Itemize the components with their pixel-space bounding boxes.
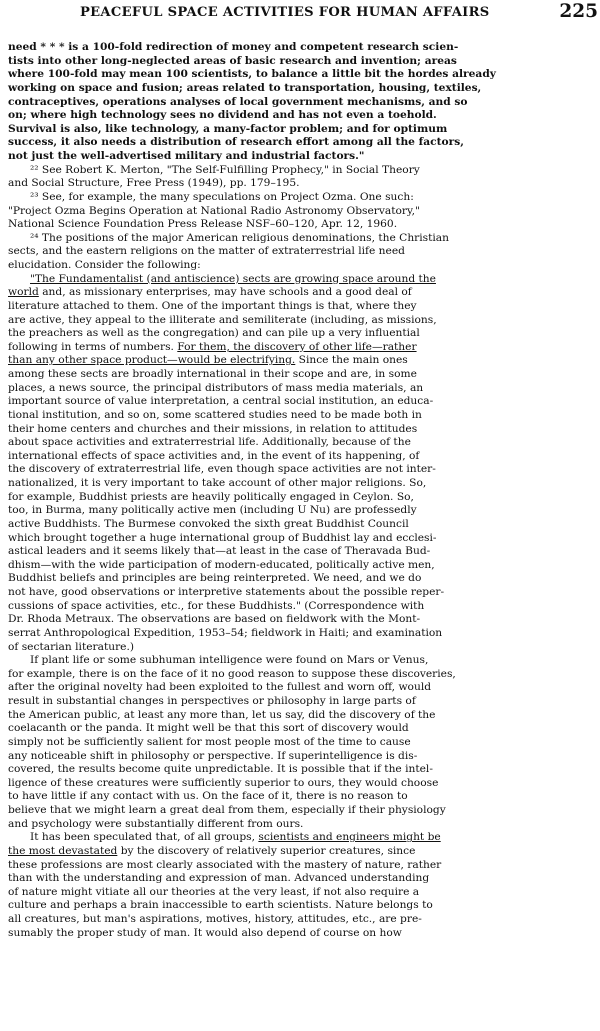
underlined-phrase: scientists and engineers might be bbox=[258, 830, 441, 844]
text-line: astical leaders and it seems likely that—at least in the case of Theravada Bud- bbox=[8, 544, 431, 558]
text-line: than any other space product—would be electrifying. Since the main ones bbox=[8, 353, 408, 367]
text-line: where 100-fold may mean 100 scientists, to balance a little bit the hordes already bbox=[8, 67, 496, 81]
text-line: result in substantial changes in perspectives or philosophy in large parts of bbox=[8, 694, 416, 707]
text-line: the preachers as well as the congregation) and can pile up a very influential bbox=[8, 326, 420, 340]
text-line: "The Fundamentalist (and antiscience) sects are growing space around the bbox=[30, 271, 436, 285]
text-line: important source of value interpretation, a central social institution, an educa- bbox=[8, 394, 434, 408]
text-line: If plant life or some subhuman intelligence were found on Mars or Venus, bbox=[30, 653, 429, 667]
text-line: for example, Buddhist priests are heavily politically engaged in Ceylon. So, bbox=[8, 489, 414, 503]
text-line: not just the well-advertised military and industrial factors." bbox=[8, 149, 365, 162]
text-line: too, in Burma, many politically active men (including U Nu) are professedly bbox=[8, 503, 417, 517]
text-line: contraceptives, operations analyses of local government mechanisms, and so bbox=[8, 94, 468, 108]
underlined-phrase: world bbox=[8, 285, 39, 299]
text-line: success, it also needs a distribution of research effort among all the factors, bbox=[8, 135, 464, 149]
text-line: the discovery of extraterrestrial life, even though space activities are not inter- bbox=[8, 462, 436, 476]
text-line: serrat Anthropological Expedition, 1953–54; fieldwork in Haiti; and examination bbox=[8, 625, 443, 639]
text-line: Dr. Rhoda Metraux. The observations are based on fieldwork with the Mont- bbox=[8, 612, 421, 626]
text-line: about space activities and extraterrestrial life. Additionally, because of the bbox=[8, 435, 411, 449]
page-header bbox=[0, 1, 600, 25]
underlined-phrase: For them, the discovery of other life—rather bbox=[177, 339, 417, 353]
text-line: their home centers and churches and their missions, in relation to attitudes bbox=[8, 421, 418, 435]
text-line: than with the understanding and expression of man. Advanced understanding bbox=[8, 871, 430, 885]
text-line: tists into other long-neglected areas of basic research and invention; areas bbox=[8, 53, 457, 67]
text-line: of sectarian literature.) bbox=[8, 639, 134, 653]
text-line: National Science Foundation Press Release NSF–60–120, Apr. 12, 1960. bbox=[8, 217, 398, 231]
text-line: to have little if any contact with us. On the face of it, there is no reason to bbox=[8, 789, 408, 803]
text-line: working on space and fusion; areas related to transportation, housing, textiles, bbox=[8, 80, 482, 94]
running-title: PEACEFUL SPACE ACTIVITIES FOR HUMAN AFFAIRS bbox=[80, 5, 490, 20]
body-text bbox=[8, 40, 591, 939]
text-line: and Social Structure, Free Press (1949), pp. 179–195. bbox=[8, 176, 300, 190]
text-line: sects, and the eastern religions on the matter of extraterrestrial life need bbox=[8, 244, 405, 258]
text-line: on; where high technology sees no dividend and has not even a toehold. bbox=[8, 108, 437, 122]
text-line: coelacanth or the panda. It might well be that this sort of discovery would bbox=[8, 721, 409, 735]
text-line: of nature might vitiate all our theories at the very least, if not also require a bbox=[8, 884, 420, 898]
text-line: Survival is also, like technology, a many-factor problem; and for optimum bbox=[8, 121, 448, 135]
text-line: for example, there is on the face of it no good reason to suppose these discoveries, bbox=[8, 666, 456, 680]
text-line: elucidation. Consider the following: bbox=[8, 258, 201, 271]
text-line: ²² See Robert K. Merton, "The Self-Fulfilling Prophecy," in Social Theory bbox=[30, 162, 420, 176]
text-line: these professions are most clearly associated with the mastery of nature, rather bbox=[8, 857, 442, 871]
text-line: among these sects are broadly international in their scope and are, in some bbox=[8, 367, 417, 380]
page-number: 225 bbox=[559, 1, 598, 22]
text-line: the most devastated by the discovery of relatively superior creatures, since bbox=[8, 843, 416, 857]
text-line: need * * * is a 100-fold redirection of money and competent research scien- bbox=[8, 40, 459, 53]
text-line: believe that we might learn a great deal from them, especially if their physiology bbox=[8, 803, 446, 816]
text-line: ²⁴ The positions of the major American religious denominations, the Christian bbox=[30, 230, 450, 244]
text-line: culture and perhaps a brain inaccessible to earth scientists. Nature belongs to bbox=[8, 898, 433, 912]
text-line: covered, the results become quite unpredictable. It is possible that if the intel- bbox=[8, 762, 433, 776]
text-line: simply not be sufficiently salient for most people most of the time to cause bbox=[8, 734, 411, 748]
text-line: "Project Ozma Begins Operation at National Radio Astronomy Observatory," bbox=[8, 203, 420, 217]
text-line: nationalized, it is very important to take account of other major religions. So, bbox=[8, 476, 427, 489]
text-line: ligence of these creatures were sufficiently superior to ours, they would choose bbox=[8, 775, 439, 789]
underlined-phrase: the most devastated bbox=[8, 843, 118, 857]
text-line: dhism—with the wide participation of modern-educated, politically active men, bbox=[8, 557, 435, 571]
text-line: which brought together a huge international group of Buddhist lay and ecclesi- bbox=[8, 530, 437, 544]
text-line: and psychology were substantially different from ours. bbox=[8, 816, 304, 830]
text-line: following in terms of numbers. For them, the discovery of other life—rather bbox=[8, 339, 417, 353]
text-line: cussions of space activities, etc., for these Buddhists." (Correspondence with bbox=[8, 598, 425, 612]
text-line: all creatures, but man's aspirations, motives, history, attitudes, etc., are pre- bbox=[8, 912, 422, 925]
text-line: are active, they appeal to the illiterate and semiliterate (including, as missions, bbox=[8, 312, 437, 326]
text-line: after the original novelty had been exploited to the fullest and worn off, would bbox=[8, 680, 432, 694]
text-line: ²³ See, for example, the many speculations on Project Ozma. One such: bbox=[30, 189, 414, 203]
text-line: It has been speculated that, of all groups, scientists and engineers might be bbox=[30, 830, 441, 844]
text-line: world and, as missionary enterprises, may have schools and a good deal of bbox=[8, 285, 412, 299]
text-line: tional institution, and so on, some scattered studies need to be made both in bbox=[8, 407, 422, 421]
text-line: active Buddhists. The Burmese convoked the sixth great Buddhist Council bbox=[8, 516, 409, 530]
underlined-phrase: than any other space product—would be electrifying. bbox=[8, 353, 296, 367]
text-line: literature attached to them. One of the important things is that, where they bbox=[8, 298, 417, 312]
text-line: any noticeable shift in philosophy or perspective. If superintelligence is dis- bbox=[8, 748, 418, 762]
text-line: the American public, at least any more than, let us say, did the discovery of the bbox=[8, 707, 436, 721]
text-line: Buddhist beliefs and principles are being reinterpreted. We need, and we do bbox=[8, 571, 422, 585]
text-line: places, a news source, the principal distributors of mass media materials, an bbox=[8, 380, 424, 394]
text-line: not have, good observations or interpretive statements about the possible reper- bbox=[8, 585, 445, 598]
text-line: sumably the proper study of man. It would also depend of course on how bbox=[8, 925, 402, 939]
text-line: international effects of space activities and, in the event of its happening, of bbox=[8, 448, 420, 462]
